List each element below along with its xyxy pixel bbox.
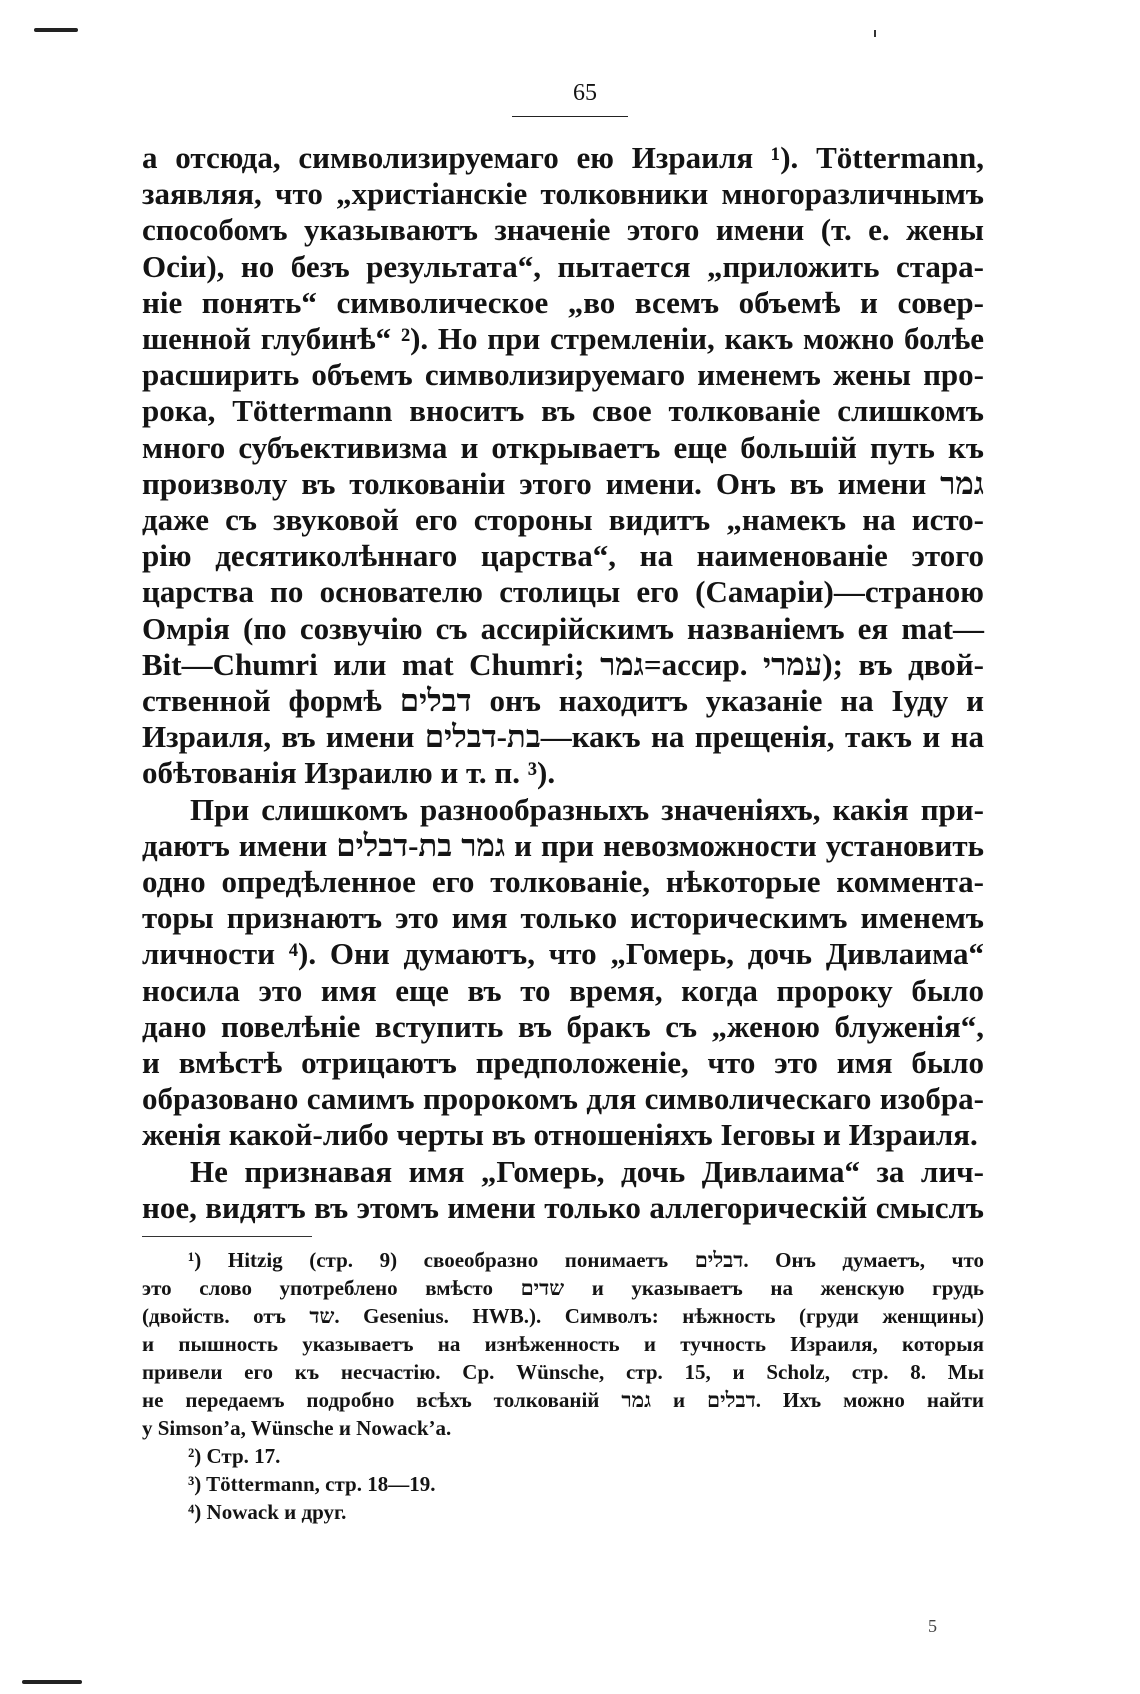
text-line: и вмѣстѣ отрицаютъ предположеніе, что это имя было [142,1045,984,1081]
text-line: заявляя, что „христіанскіе толковники многоразличнымъ [142,176,984,212]
main-text [142,140,984,1226]
text-line: образовано самимъ пророкомъ для символическаго изобра- [142,1081,984,1117]
scan-artifact [874,30,876,37]
footnote-line: привели его къ несчастію. Ср. Wünsche, стр. 15, и Scholz, стр. 8. Мы [142,1360,984,1384]
text-line: ніе понять“ символическое „во всемъ объемѣ и совер- [142,284,984,320]
footnote-1 [142,1246,984,1442]
footnote-line: у Simson’a, Wünsche и Nowack’a. [142,1416,452,1440]
paragraph [142,1154,984,1226]
text-line: даже съ звуковой его стороны видитъ „намекъ на исто- [142,502,984,538]
text-line: ное, видятъ въ этомъ имени только аллегорическій смыслъ [142,1189,984,1225]
footnote-line: не передаемъ подробно всѣхъ толкованій גמר и דבלים. Ихъ можно найти [142,1388,984,1412]
header-rule [512,116,628,117]
text-line: способомъ указываютъ значеніе этого имени (т. е. жены [142,212,984,248]
text-line: расширить объемъ символизируемаго именемъ жены про- [142,357,984,393]
text-line: произволу въ толкованіи этого имени. Онъ въ имени גמר [142,465,984,501]
footnote-line: ¹) Hitzig (стр. 9) своеобразно понимаетъ דבלים. Онъ думаетъ, что [188,1248,984,1272]
paragraph [142,140,984,792]
text-line: дано повелѣніе вступить въ бракъ съ „женою блуженія“, [142,1008,984,1044]
text-line: много субъективизма и открываетъ еще большій путь къ [142,429,984,465]
text-line: рію десятиколѣннаго царства“, на наименованіе этого [142,538,984,574]
page-number: 65 [573,80,597,106]
text-line: Не признавая имя „Гомерь, дочь Дивлаима“ за лич- [190,1153,984,1189]
text-line: носила это имя еще въ то время, когда пророку было [142,972,984,1008]
text-line: личности ⁴). Они думаютъ, что „Гомерь, дочь Дивлаима“ [142,936,984,972]
footnote-4: ⁴) Nowack и друг. [188,1500,347,1524]
text-line: Bit—Chumri или mat Chumri; גמר=ассир. עמרי); въ двой- [142,646,984,682]
footnote-rule [142,1236,312,1237]
footnote-line: это слово употреблено вмѣсто שדים и указываетъ на женскую грудь [142,1276,985,1300]
text-line: рока, Töttermann вноситъ въ свое толкованіе слишкомъ [142,393,984,429]
paragraph [142,792,984,1154]
scan-artifact [34,28,78,32]
footnote-2: ²) Стр. 17. [188,1444,281,1468]
text-line: даютъ имени גמר בת-דבלים и при невозможности установить [142,827,984,863]
text-line: шенной глубинѣ“ ²). Но при стремленіи, какъ можно болѣе [142,321,984,357]
scan-artifact [22,1680,82,1684]
footnote-line: и пышность указываетъ на изнѣженность и тучность Израиля, которыя [142,1332,984,1356]
text-line: При слишкомъ разнообразныхъ значеніяхъ, какія при- [190,791,984,827]
text-line: Осіи), но безъ результата“, пытается „приложить стара- [142,248,984,284]
text-line: одно опредѣленное его толкованіе, нѣкоторые коммента- [142,864,984,900]
text-line: царства по основателю столицы его (Самаріи)—страною [142,574,984,610]
footnote-3: ³) Töttermann, стр. 18—19. [188,1472,436,1496]
text-line: торы признаютъ это имя только историческимъ именемъ [142,900,984,936]
text-line: Израиля, въ имени בת-דבלים—какъ на прещенія, такъ и на [142,719,984,755]
footnote-line: (двойств. отъ שד. Gesenius. HWB.). Символъ: нѣжность (груди женщины) [142,1304,985,1328]
text-line: обѣтованія Израилю и т. п. ³). [142,755,556,791]
text-line: а отсюда, символизируемаго ею Израиля ¹). Töttermann, [142,140,984,175]
footnotes [142,1246,984,1526]
printer-signature-mark: 5 [928,1616,937,1636]
text-line: ственной формѣ דבלים онъ находитъ указаніе на Іуду и [142,683,984,719]
text-line: женія какой-либо черты въ отношеніяхъ Іеговы и Израиля. [142,1117,978,1153]
text-line: Омрія (по созвучію съ ассирійскимъ названіемъ ея mat— [142,610,984,646]
